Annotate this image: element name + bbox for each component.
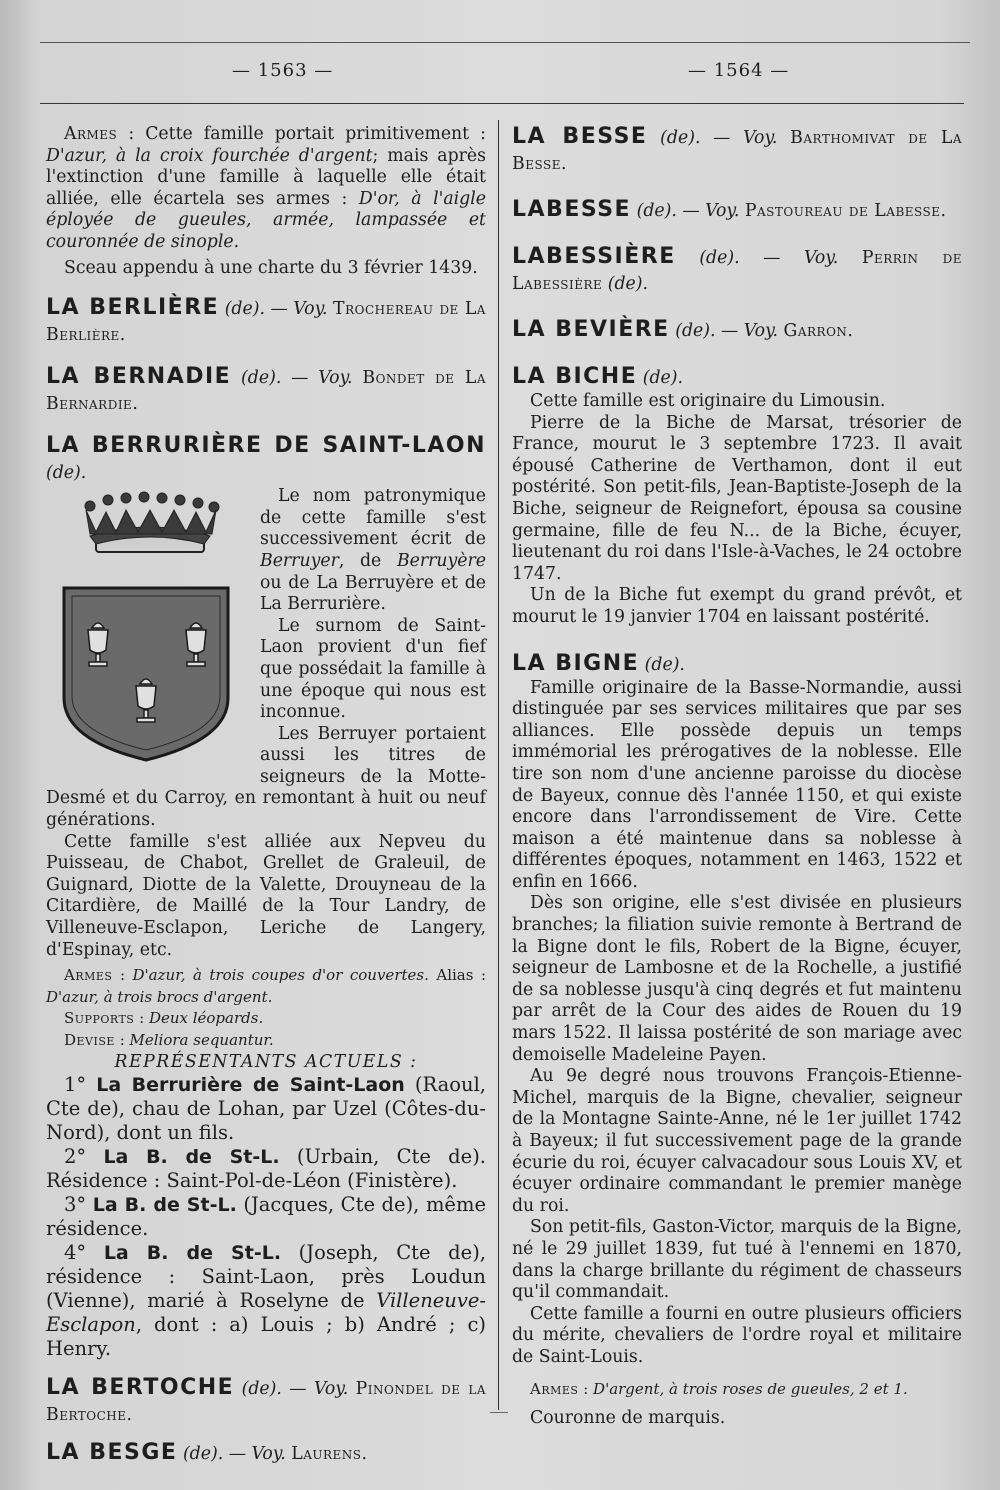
right-column — [512, 124, 962, 1430]
left-page-number: — 1563 — — [232, 60, 334, 81]
biche-para-2: Pierre de la Biche de Marsat, trésorier de France, mourut le 3 septembre 1723. Il avait épousé Catherine de Verthamon, dont il eut postérité. Son petit-fils, Jean-Baptiste-Joseph de la Biche, seigneur de Reignefort, épousa sa cousine germaine, fille de feu N... de la Biche, écuyer, lieutenant du roi dans l'Isle-à-Vaches, le 24 octobre 1747. — [512, 412, 962, 584]
biche-para-1: Cette famille est originaire du Limousin. — [530, 391, 886, 411]
entry-la-besse: LA BESSE (de). — Voy. Barthomivat de La Besse. — [512, 124, 962, 174]
entry-la-beviere: LA BEVIÈRE (de). — Voy. Garron. — [512, 317, 854, 342]
entry-la-bertoche: LA BERTOCHE (de). — Voy. Pinondel de la Bertoche. — [46, 1375, 486, 1426]
berruriere-para-2: Le surnom de Saint-Laon provient d'un fief que possédait la famille à une époque qui nous est inconnue. — [260, 615, 486, 723]
bigne-arms: Armes : D'argent, à trois roses de gueules, 2 et 1. — [530, 1379, 908, 1398]
biche-para-3: Un de la Biche fut exempt du grand prévôt, et mourut le 19 janvier 1704 en laissant postérité. — [512, 585, 962, 627]
bigne-para-4: Son petit-fils, Gaston-Victor, marquis de la Bigne, né le 29 juillet 1839, fut tué à l'ennemi en 1870, dans la charge brillante du régiment de chasseurs qu'il commandait. — [512, 1217, 962, 1303]
representative-3: 3° La B. de St-L. (Jacques, Cte de), même résidence. — [46, 1193, 487, 1241]
bigne-para-3: Au 9e degré nous trouvons François-Etienne-Michel, marquis de la Bigne, chevalier, seigneur de la Montagne Sainte-Anne, né le 1er juillet 1742 à Bayeux; il fut successivement page de la grande écurie du roi, écuyer calvacadour sous Louis XV, et écuyer ordinaire commandant le premier manège du roi. — [512, 1066, 962, 1216]
berruriere-para-3: Les Berruyer portaient aussi les titres de seigneurs de la Motte-Desmé et du Carroy, en remontant à huit ou neuf générations. — [46, 723, 486, 831]
berruriere-supports: Supports : Deux léopards. — [64, 1009, 264, 1028]
entry-la-biche: LA BICHE (de). — [512, 364, 684, 389]
left-column — [46, 124, 486, 1467]
representative-2: 2° La B. de St-L. (Urbain, Cte de). Résidence : Saint-Pol-de-Léon (Finistère). — [46, 1145, 487, 1193]
berruriere-arms: Armes : D'azur, à trois coupes d'or couvertes. Alias : D'azur, à trois brocs d'argent. — [46, 966, 486, 1006]
entry-labesse: LABESSE (de). — Voy. Pastoureau de Labesse. — [512, 197, 947, 222]
representative-1: 1° La Berrurière de Saint-Laon (Raoul, Cte de), chau de Lohan, par Uzel (Côtes-du-Nord), dont un fils. — [46, 1073, 486, 1145]
bigne-crown: Couronne de marquis. — [530, 1408, 726, 1429]
seal-note: Sceau appendu à une charte du 3 février 1439. — [64, 257, 478, 278]
entry-labessiere: LABESSIÈRE (de). — Voy. Perrin de Labessière (de). — [512, 244, 962, 294]
entry-la-bigne: LA BIGNE (de). — [512, 650, 685, 676]
bigne-para-1: Famille originaire de la Basse-Normandie, aussi distinguée par ses services militaires que par ses alliances. Elle possède depuis un temps immémorial les prérogatives de la noblesse. Elle tire son nom d'une ancienne paroisse du diocèse de Bayeux, connue dès l'année 1150, et qui existe encore dans l'arrondissement de Vire. Cette maison a été maintenue dans sa noblesse à différentes époques, notamment en 1463, 1522 et enfin en 1666. — [512, 677, 962, 892]
representative-4: 4° La B. de St-L. (Joseph, Cte de), résidence : Saint-Laon, près Loudun (Vienne), marié à Roselyne de Villeneuve-Esclapon, dont : a) Louis ; b) André ; c) Henry. — [46, 1241, 487, 1361]
header-rule — [40, 103, 964, 104]
bigne-para-2: Dès son origine, elle s'est divisée en plusieurs branches; la filiation suivie remonte à Bertrand de la Bigne dont le fils, Robert de la Bigne, écuyer, seigneur de Lambosne et de la Rochelle, a justifié de sa noblesse jusqu'à cinq degrés et fut maintenu par arrêt de la Cour des aides de Rouen du 19 mars 1522. Il laissa postérité de son mariage avec demoiselle Madeleine Payen. — [512, 893, 962, 1065]
representatives-heading: REPRÉSENTANTS ACTUELS : — [114, 1051, 418, 1072]
right-page-number: — 1564 — — [688, 60, 790, 81]
bigne-para-5: Cette famille a fourni en outre plusieurs officiers du mérite, chevaliers de l'ordre royal et militaire de Saint-Louis. — [512, 1303, 962, 1367]
arms-intro: Armes : Cette famille portait primitivement : D'azur, à la croix fourchée d'argent; mais après l'extinction d'une famille à laquelle elle était alliée, elle écartela ses armes : D'or, à l'aigle éployée de gueules, armée, lampassée et couronnée de sinople. — [46, 124, 486, 252]
column-foot-mark — [490, 1412, 508, 1413]
entry-la-berruriere: LA BERRURIÈRE DE SAINT-LAON (de). — [46, 433, 486, 484]
entry-la-bernadie: LA BERNADIE (de). — Voy. Bondet de La Bernardie. — [46, 364, 486, 415]
column-divider — [498, 120, 499, 1410]
top-rule — [40, 42, 970, 43]
berruriere-devise: Devise : Meliora sequantur. — [64, 1031, 274, 1049]
berruriere-para-1: Le nom patronymique de cette famille s'est successivement écrit de Berruyer, de Berruyère ou de La Berruyère et de La Berrurière. — [260, 486, 486, 615]
berruriere-para-4: Cette famille s'est alliée aux Nepveu du Puisseau, de Chabot, Grellet de Graleuil, de Guignard, Diotte de la Valette, Drouyneau de la Citardière, de Maillé de la Tour Landry, de Villeneuve-Esclapon, Leriche de Langery, d'Espinay, etc. — [46, 831, 486, 960]
entry-la-berliere: LA BERLIÈRE (de). — Voy. Trochereau de La Berlière. — [46, 295, 486, 346]
entry-la-besge: LA BESGE (de). — Voy. Laurens. — [46, 1440, 368, 1466]
coat-of-arms-illustration — [46, 488, 246, 768]
